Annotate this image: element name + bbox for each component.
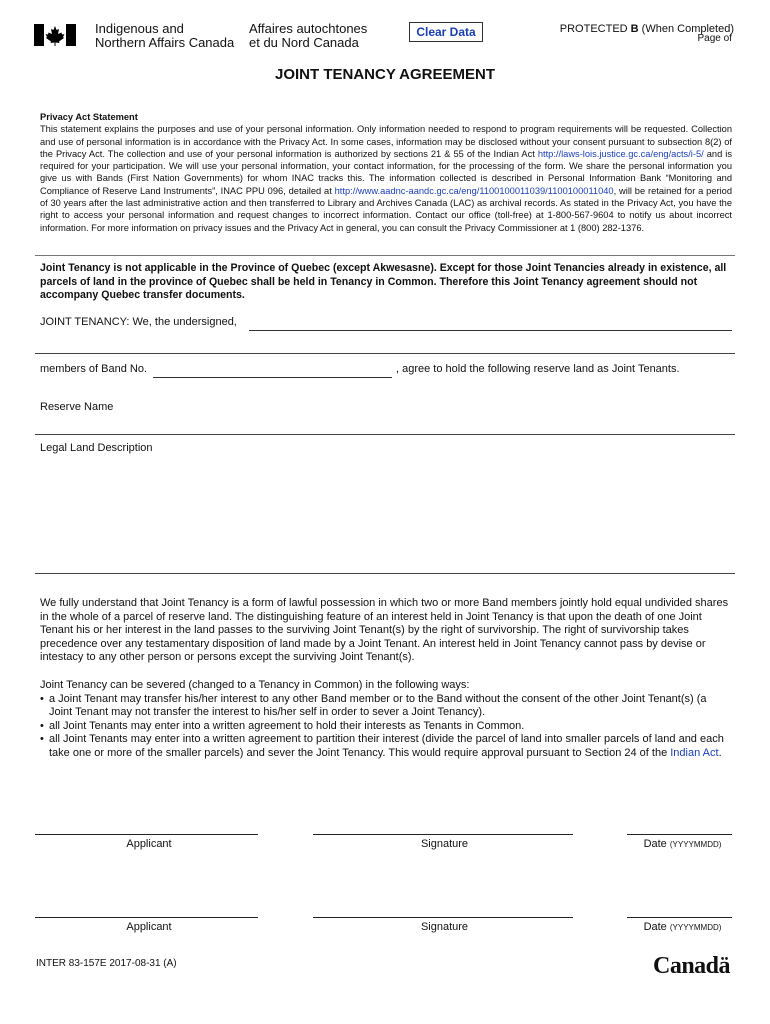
signature-2-field[interactable]: [313, 917, 573, 918]
date-2-label: [625, 921, 740, 933]
legal-land-label: Legal Land Description: [40, 442, 153, 454]
applicant-2-field[interactable]: [35, 917, 258, 918]
band-number-field[interactable]: [153, 364, 392, 378]
clear-data-button[interactable]: Clear Data: [409, 22, 483, 42]
dept-fr-line-2: et du Nord Canada: [249, 35, 359, 50]
privacy-text-1: This statement explains the purposes and use of your personal information. Only information needed to respond to program requirements will be requested. Collection and use of personal information is in accordance with the Privacy Act. In some cases, information may be disclosed without your consent pursuant to subsection 8(2) of the Privacy Act. The collection and use of your personal information is authorized by sections 21 & 55 of the Indian Act: [40, 124, 732, 159]
signature-1-label: Signature: [420, 838, 469, 850]
privacy-heading: Privacy Act Statement: [40, 112, 138, 122]
undersigned-names-field-2[interactable]: [35, 340, 735, 354]
joint-tenancy-label: JOINT TENANCY: We, the undersigned,: [40, 316, 237, 328]
legal-land-description-field[interactable]: [35, 438, 735, 574]
page-number: Page of: [697, 33, 732, 44]
dept-fr-line-1: Affaires autochtones: [249, 21, 368, 36]
members-label: members of Band No.: [40, 363, 147, 375]
bullet-3-end: .: [718, 746, 722, 759]
aadnc-link[interactable]: http://www.aadnc-aandc.gc.ca/eng/1100100011039/1100100011040: [334, 185, 614, 196]
applicant-1-label: Applicant: [126, 838, 172, 850]
privacy-statement: [40, 111, 732, 234]
laws-link[interactable]: http://laws-lois.justice.gc.ca/eng/acts/i-5/: [537, 148, 704, 159]
signature-1-field[interactable]: [313, 834, 573, 835]
dept-en-line-1: Indigenous and: [95, 21, 184, 36]
applicant-2-label: Applicant: [126, 921, 172, 933]
list-item: [40, 733, 732, 760]
reserve-name-field[interactable]: [35, 390, 735, 435]
date-1-field[interactable]: [627, 834, 732, 835]
form-id: INTER 83-157E 2017-08-31 (A): [36, 958, 177, 969]
agree-label: , agree to hold the following reserve land as Joint Tenants.: [396, 363, 680, 375]
bullet-3-text: all Joint Tenants may enter into a written agreement to partition their interest (divide the parcel of land into smaller parcels of land and each take one or more of the smaller parcels) and sever the Joint Tenancy. This would require approval pursuant to Section 24 of the: [49, 733, 724, 759]
applicant-1-field[interactable]: [35, 834, 258, 835]
list-item: • all Joint Tenants may enter into a written agreement to hold their interests as Tenants in Common.: [40, 720, 732, 734]
privacy-text-2: and is required for your participation. We will use your personal information, your contact information, for the processing of the form. We share the personal information you give us with Bands (First Nation Governments) for whom INAC tracks this. The information collected is described in Personal Information Bank “Monitoring and Compliance of Reserve Land Instruments”, INAC PPU 096, detailed at: [40, 148, 732, 196]
date-2-field[interactable]: [627, 917, 732, 918]
severance-section: [40, 679, 732, 761]
protected-level: B: [630, 23, 639, 35]
protected-suffix: (When Completed): [638, 23, 734, 35]
page-title: JOINT TENANCY AGREEMENT: [274, 66, 496, 83]
divider: [35, 255, 735, 256]
list-item: • a Joint Tenant may transfer his/her interest to any other Band member or to the Band without the consent of the other Joint Tenant(s) (a Joint Tenant may not transfer the interest to his/her self in order to sever a Joint Tenancy).: [40, 693, 732, 720]
canada-flag-icon: [34, 24, 76, 46]
reserve-name-label: Reserve Name: [40, 401, 114, 413]
date-2-format: (YYYYMMDD): [669, 923, 722, 932]
dept-en-line-2: Northern Affairs Canada: [95, 35, 235, 50]
privacy-text-3: , will be retained for a period of 30 years after the last administrative action and then transferred to Library and Archives Canada (LAC) as archival records. As stated in the Privacy Act, you have the right to access your personal information and request changes to incorrect information. Contact our office (toll-free) at 1-800-567-9604 to notify us about incorrect information. For more information on privacy issues and the Privacy Act in general, you can consult the Privacy Commissioner at 1 (800) 282-1376.: [40, 185, 733, 233]
undersigned-names-field[interactable]: [249, 317, 732, 331]
date-2-label-text: Date: [643, 921, 667, 933]
signature-2-label: Signature: [420, 921, 469, 933]
department-name-en: [95, 22, 234, 50]
date-1-label-text: Date: [643, 838, 667, 850]
quebec-notice: Joint Tenancy is not applicable in the Province of Quebec (except Akwesasne). Except for those Joint Tenancies already in existence, all parcels of land in the province of Quebec shall be held in Tenancy in Common. Therefore this Joint Tenancy agreement should not accompany Quebec transfer documents.: [40, 262, 727, 301]
date-1-format: (YYYYMMDD): [669, 840, 722, 849]
joint-tenancy-explanation: We fully understand that Joint Tenancy is a form of lawful possession in which two or more Band members jointly hold equal undivided shares in the whole of a parcel of reserve land. The distinguishing feature of an interest held in Joint Tenancy is that upon the death of one Joint Tenant his or her interest in the land passes to the surviving Joint Tenant(s) by the right of survivorship. The right of survivorship takes precedence over any testamentary disposition of land made by a Joint Tenant. An interest held in Joint Tenancy cannot pass by devise or intestacy to any other person or persons except the surviving Joint Tenant(s).: [40, 597, 729, 664]
severance-list: [40, 693, 732, 761]
protected-prefix: PROTECTED: [559, 23, 631, 35]
date-1-label: [625, 838, 740, 850]
department-name-fr: [249, 22, 367, 50]
canada-wordmark: Canadä: [653, 953, 731, 979]
severance-intro: Joint Tenancy can be severed (changed to a Tenancy in Common) in the following ways:: [40, 679, 470, 691]
indian-act-link[interactable]: Indian Act: [670, 746, 719, 759]
